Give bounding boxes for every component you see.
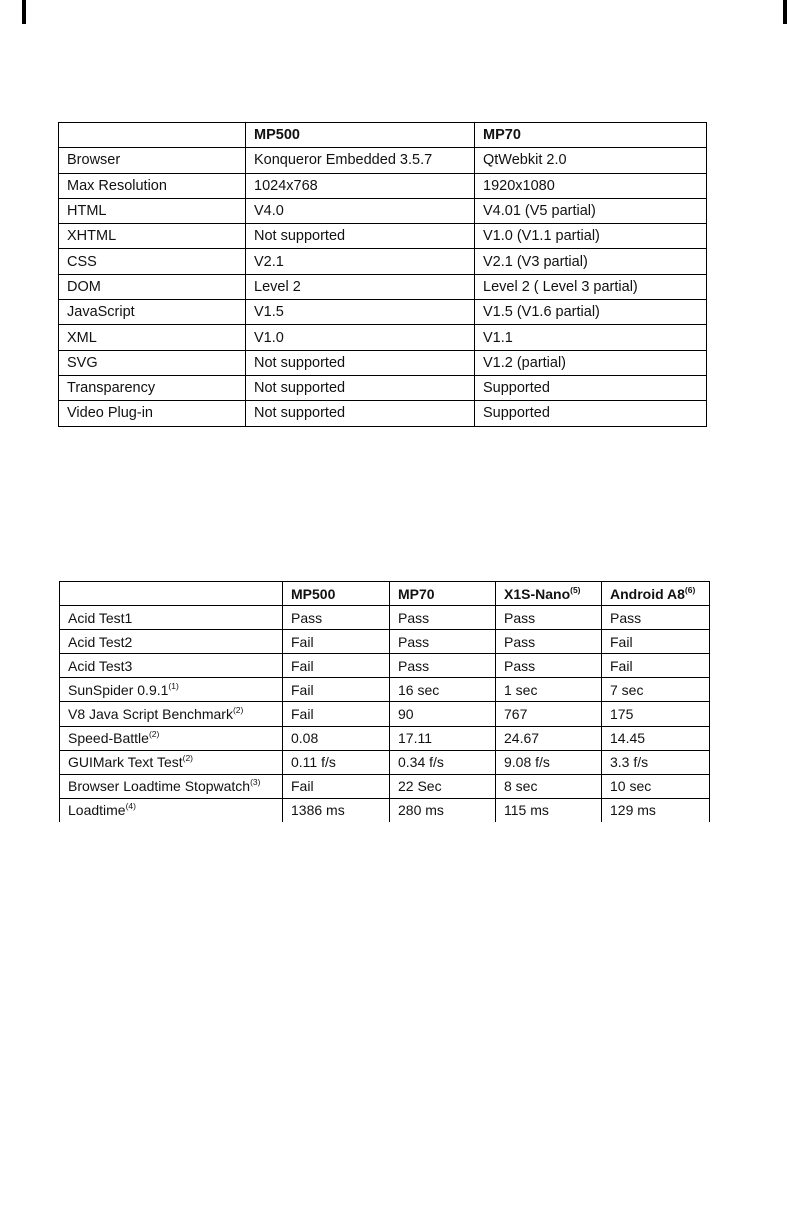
table-cell xyxy=(246,274,475,299)
table-body xyxy=(59,148,707,426)
cell-text: XML xyxy=(67,329,97,346)
table-cell xyxy=(475,325,707,350)
cell-text: Not supported xyxy=(254,354,346,371)
row-label xyxy=(59,401,246,426)
row-label xyxy=(60,774,283,798)
cell-text: 280 ms xyxy=(398,802,444,819)
column-header xyxy=(246,123,475,148)
table-cell xyxy=(496,774,602,798)
row-label xyxy=(59,300,246,325)
row-label xyxy=(60,702,283,726)
cell-text: Android A8 xyxy=(610,585,685,602)
row-label xyxy=(59,148,246,173)
cell-text: 175 xyxy=(610,706,634,723)
cell-text: V1.5 xyxy=(254,304,284,321)
column-header xyxy=(496,582,602,606)
binding-mark-left xyxy=(22,0,26,24)
header-row xyxy=(59,123,707,148)
table-row xyxy=(59,224,707,249)
cell-text: 22 Sec xyxy=(398,778,442,795)
table-cell xyxy=(390,606,496,630)
table-cell xyxy=(602,702,710,726)
cell-text: HTML xyxy=(67,203,107,220)
cell-text: MP70 xyxy=(398,585,435,602)
cell-text: GUIMark Text Test xyxy=(68,754,183,771)
table-row xyxy=(60,702,710,726)
row-label xyxy=(60,654,283,678)
footnote-marker: (5) xyxy=(570,584,581,595)
cell-text: 0.11 f/s xyxy=(291,754,336,771)
cell-text: V4.01 (V5 partial) xyxy=(483,203,596,220)
cell-text: V1.5 (V1.6 partial) xyxy=(483,304,600,321)
row-label xyxy=(60,798,283,822)
cell-text: 767 xyxy=(504,706,528,723)
table-cell xyxy=(496,654,602,678)
cell-text: 1024x768 xyxy=(254,177,318,194)
cell-text: SunSpider 0.9.1 xyxy=(68,681,169,698)
cell-text: Pass xyxy=(504,633,536,650)
cell-text: 115 ms xyxy=(504,802,549,819)
table-row xyxy=(59,300,707,325)
table-cell xyxy=(475,274,707,299)
cell-text: 90 xyxy=(398,706,414,723)
row-label xyxy=(60,606,283,630)
cell-text: Acid Test2 xyxy=(68,633,133,650)
cell-text: Pass xyxy=(610,609,642,626)
table-header xyxy=(60,582,710,606)
column-header xyxy=(475,123,707,148)
cell-text: 16 sec xyxy=(398,681,440,698)
table-cell xyxy=(283,774,390,798)
row-label xyxy=(60,726,283,750)
table-cell xyxy=(246,325,475,350)
row-label xyxy=(59,350,246,375)
cell-text: 1386 ms xyxy=(291,802,345,819)
cell-text: Video Plug-in xyxy=(67,405,153,422)
cell-text: Level 2 xyxy=(254,278,301,295)
table-cell xyxy=(283,630,390,654)
table-cell xyxy=(246,148,475,173)
table-row xyxy=(60,750,710,774)
table-cell xyxy=(390,726,496,750)
header-row xyxy=(60,582,710,606)
table-row xyxy=(59,148,707,173)
cell-text: Fail xyxy=(291,657,314,674)
table-cell xyxy=(390,630,496,654)
table-cell xyxy=(475,224,707,249)
cell-text: Acid Test3 xyxy=(68,657,133,674)
row-label xyxy=(59,173,246,198)
table-cell xyxy=(496,726,602,750)
table-cell xyxy=(246,224,475,249)
table-cell xyxy=(246,401,475,426)
cell-text: V4.0 xyxy=(254,203,284,220)
cell-text: Speed-Battle xyxy=(68,730,149,747)
cell-text: Not supported xyxy=(254,380,346,397)
browser-benchmark-table xyxy=(59,581,710,822)
table-cell xyxy=(390,678,496,702)
table-cell xyxy=(496,750,602,774)
cell-text: Supported xyxy=(483,380,550,397)
table-row xyxy=(60,654,710,678)
cell-text: Supported xyxy=(483,405,550,422)
table-row xyxy=(59,274,707,299)
cell-text: MP500 xyxy=(254,127,300,144)
table-cell xyxy=(602,726,710,750)
table-cell xyxy=(475,401,707,426)
column-header xyxy=(283,582,390,606)
cell-text: Pass xyxy=(398,657,430,674)
table-row xyxy=(60,630,710,654)
cell-text: XHTML xyxy=(67,228,117,245)
cell-text: DOM xyxy=(67,278,101,295)
table-cell xyxy=(283,606,390,630)
cell-text: Loadtime xyxy=(68,802,126,819)
table-cell xyxy=(283,750,390,774)
table-cell xyxy=(283,678,390,702)
cell-text: 24.67 xyxy=(504,730,540,747)
cell-text: V8 Java Script Benchmark xyxy=(68,706,233,723)
cell-text: 3.3 f/s xyxy=(610,754,649,771)
cell-text: Fail xyxy=(291,706,314,723)
table-cell xyxy=(246,249,475,274)
cell-text: Max Resolution xyxy=(67,177,167,194)
cell-text: 0.08 xyxy=(291,730,319,747)
column-header xyxy=(390,582,496,606)
cell-text: Pass xyxy=(291,609,323,626)
table-cell xyxy=(475,249,707,274)
footnote-marker: (2) xyxy=(182,753,194,764)
table-cell xyxy=(283,726,390,750)
cell-text: X1S-Nano xyxy=(504,585,571,602)
row-label xyxy=(59,224,246,249)
cell-text: V2.1 (V3 partial) xyxy=(483,253,588,270)
cell-text: Fail xyxy=(610,657,633,674)
table-cell xyxy=(602,678,710,702)
cell-text: 129 ms xyxy=(610,802,656,819)
cell-text: 8 sec xyxy=(504,778,538,795)
table-row xyxy=(59,249,707,274)
footnote-marker: (2) xyxy=(148,729,160,740)
cell-text: JavaScript xyxy=(67,304,135,321)
table-cell xyxy=(475,148,707,173)
cell-text: Pass xyxy=(398,609,430,626)
cell-text: V1.1 xyxy=(483,329,513,346)
footnote-marker: (1) xyxy=(168,680,179,691)
table-cell xyxy=(390,798,496,822)
table-row xyxy=(60,798,710,822)
row-label xyxy=(60,630,283,654)
table-cell xyxy=(475,350,707,375)
cell-text: Pass xyxy=(398,633,430,650)
table-cell xyxy=(246,375,475,400)
table-cell xyxy=(246,198,475,223)
table-cell xyxy=(246,350,475,375)
table-row xyxy=(60,606,710,630)
table-cell xyxy=(496,630,602,654)
cell-text: V2.1 xyxy=(254,253,284,270)
table-cell xyxy=(602,630,710,654)
cell-text: Fail xyxy=(291,778,314,795)
browser-feature-comparison-table xyxy=(58,122,707,427)
table-body xyxy=(60,606,710,822)
table-row xyxy=(60,726,710,750)
table-cell xyxy=(602,774,710,798)
table-cell xyxy=(496,702,602,726)
table-cell xyxy=(283,798,390,822)
table-row xyxy=(59,198,707,223)
footnote-marker: (6) xyxy=(684,584,696,595)
table-header xyxy=(59,123,707,148)
table-cell xyxy=(246,173,475,198)
cell-text: 10 sec xyxy=(610,778,652,795)
row-label xyxy=(59,249,246,274)
cell-text: Acid Test1 xyxy=(68,609,133,626)
cell-text: Transparency xyxy=(67,380,156,397)
table-cell xyxy=(475,173,707,198)
cell-text: Browser xyxy=(67,152,121,169)
cell-text: V1.0 xyxy=(254,329,284,346)
cell-text: 1920x1080 xyxy=(483,177,555,194)
table-row xyxy=(59,173,707,198)
cell-text: Pass xyxy=(504,609,536,626)
footnote-marker: (4) xyxy=(125,801,136,812)
cell-text: MP500 xyxy=(291,585,336,602)
table-cell xyxy=(283,702,390,726)
footnote-marker: (3) xyxy=(250,777,261,788)
table-cell xyxy=(602,750,710,774)
cell-text: 9.08 f/s xyxy=(504,754,550,771)
cell-text: 0.34 f/s xyxy=(398,754,444,771)
row-label xyxy=(59,198,246,223)
table-cell xyxy=(602,654,710,678)
cell-text: Browser Loadtime Stopwatch xyxy=(68,778,251,795)
table-cell xyxy=(496,798,602,822)
row-label xyxy=(60,678,283,702)
table-row xyxy=(60,774,710,798)
table-row xyxy=(59,325,707,350)
cell-text: V1.0 (V1.1 partial) xyxy=(483,228,600,245)
cell-text: Fail xyxy=(291,681,314,698)
column-header xyxy=(602,582,710,606)
cell-text: 1 sec xyxy=(504,681,538,698)
table-cell xyxy=(475,300,707,325)
row-label xyxy=(59,274,246,299)
table-cell xyxy=(496,678,602,702)
row-label xyxy=(59,375,246,400)
column-header xyxy=(59,123,246,148)
cell-text: Not supported xyxy=(254,405,346,422)
cell-text: 17.11 xyxy=(398,730,432,747)
cell-text: Level 2 ( Level 3 partial) xyxy=(483,278,638,295)
table-row xyxy=(59,401,707,426)
table-cell xyxy=(475,198,707,223)
binding-mark-right xyxy=(783,0,787,24)
table-row xyxy=(59,375,707,400)
cell-text: MP70 xyxy=(483,127,521,144)
cell-text: 7 sec xyxy=(610,681,644,698)
cell-text: 14.45 xyxy=(610,730,646,747)
cell-text: SVG xyxy=(67,354,98,371)
cell-text: Konqueror Embedded 3.5.7 xyxy=(254,152,433,169)
cell-text: CSS xyxy=(67,253,97,270)
cell-text: Fail xyxy=(610,633,633,650)
column-header xyxy=(60,582,283,606)
table-cell xyxy=(475,375,707,400)
table-cell xyxy=(602,606,710,630)
row-label xyxy=(60,750,283,774)
table-cell xyxy=(246,300,475,325)
table-cell xyxy=(602,798,710,822)
table-row xyxy=(60,678,710,702)
table-row xyxy=(59,350,707,375)
table-cell xyxy=(390,774,496,798)
table-cell xyxy=(283,654,390,678)
cell-text: Fail xyxy=(291,633,314,650)
footnote-marker: (2) xyxy=(232,705,244,716)
table-cell xyxy=(390,654,496,678)
cell-text: Pass xyxy=(504,657,536,674)
table-cell xyxy=(390,702,496,726)
cell-text: Not supported xyxy=(254,228,346,245)
table-cell xyxy=(496,606,602,630)
cell-text: QtWebkit 2.0 xyxy=(483,152,567,169)
table-cell xyxy=(390,750,496,774)
cell-text: V1.2 (partial) xyxy=(483,354,567,371)
row-label xyxy=(59,325,246,350)
